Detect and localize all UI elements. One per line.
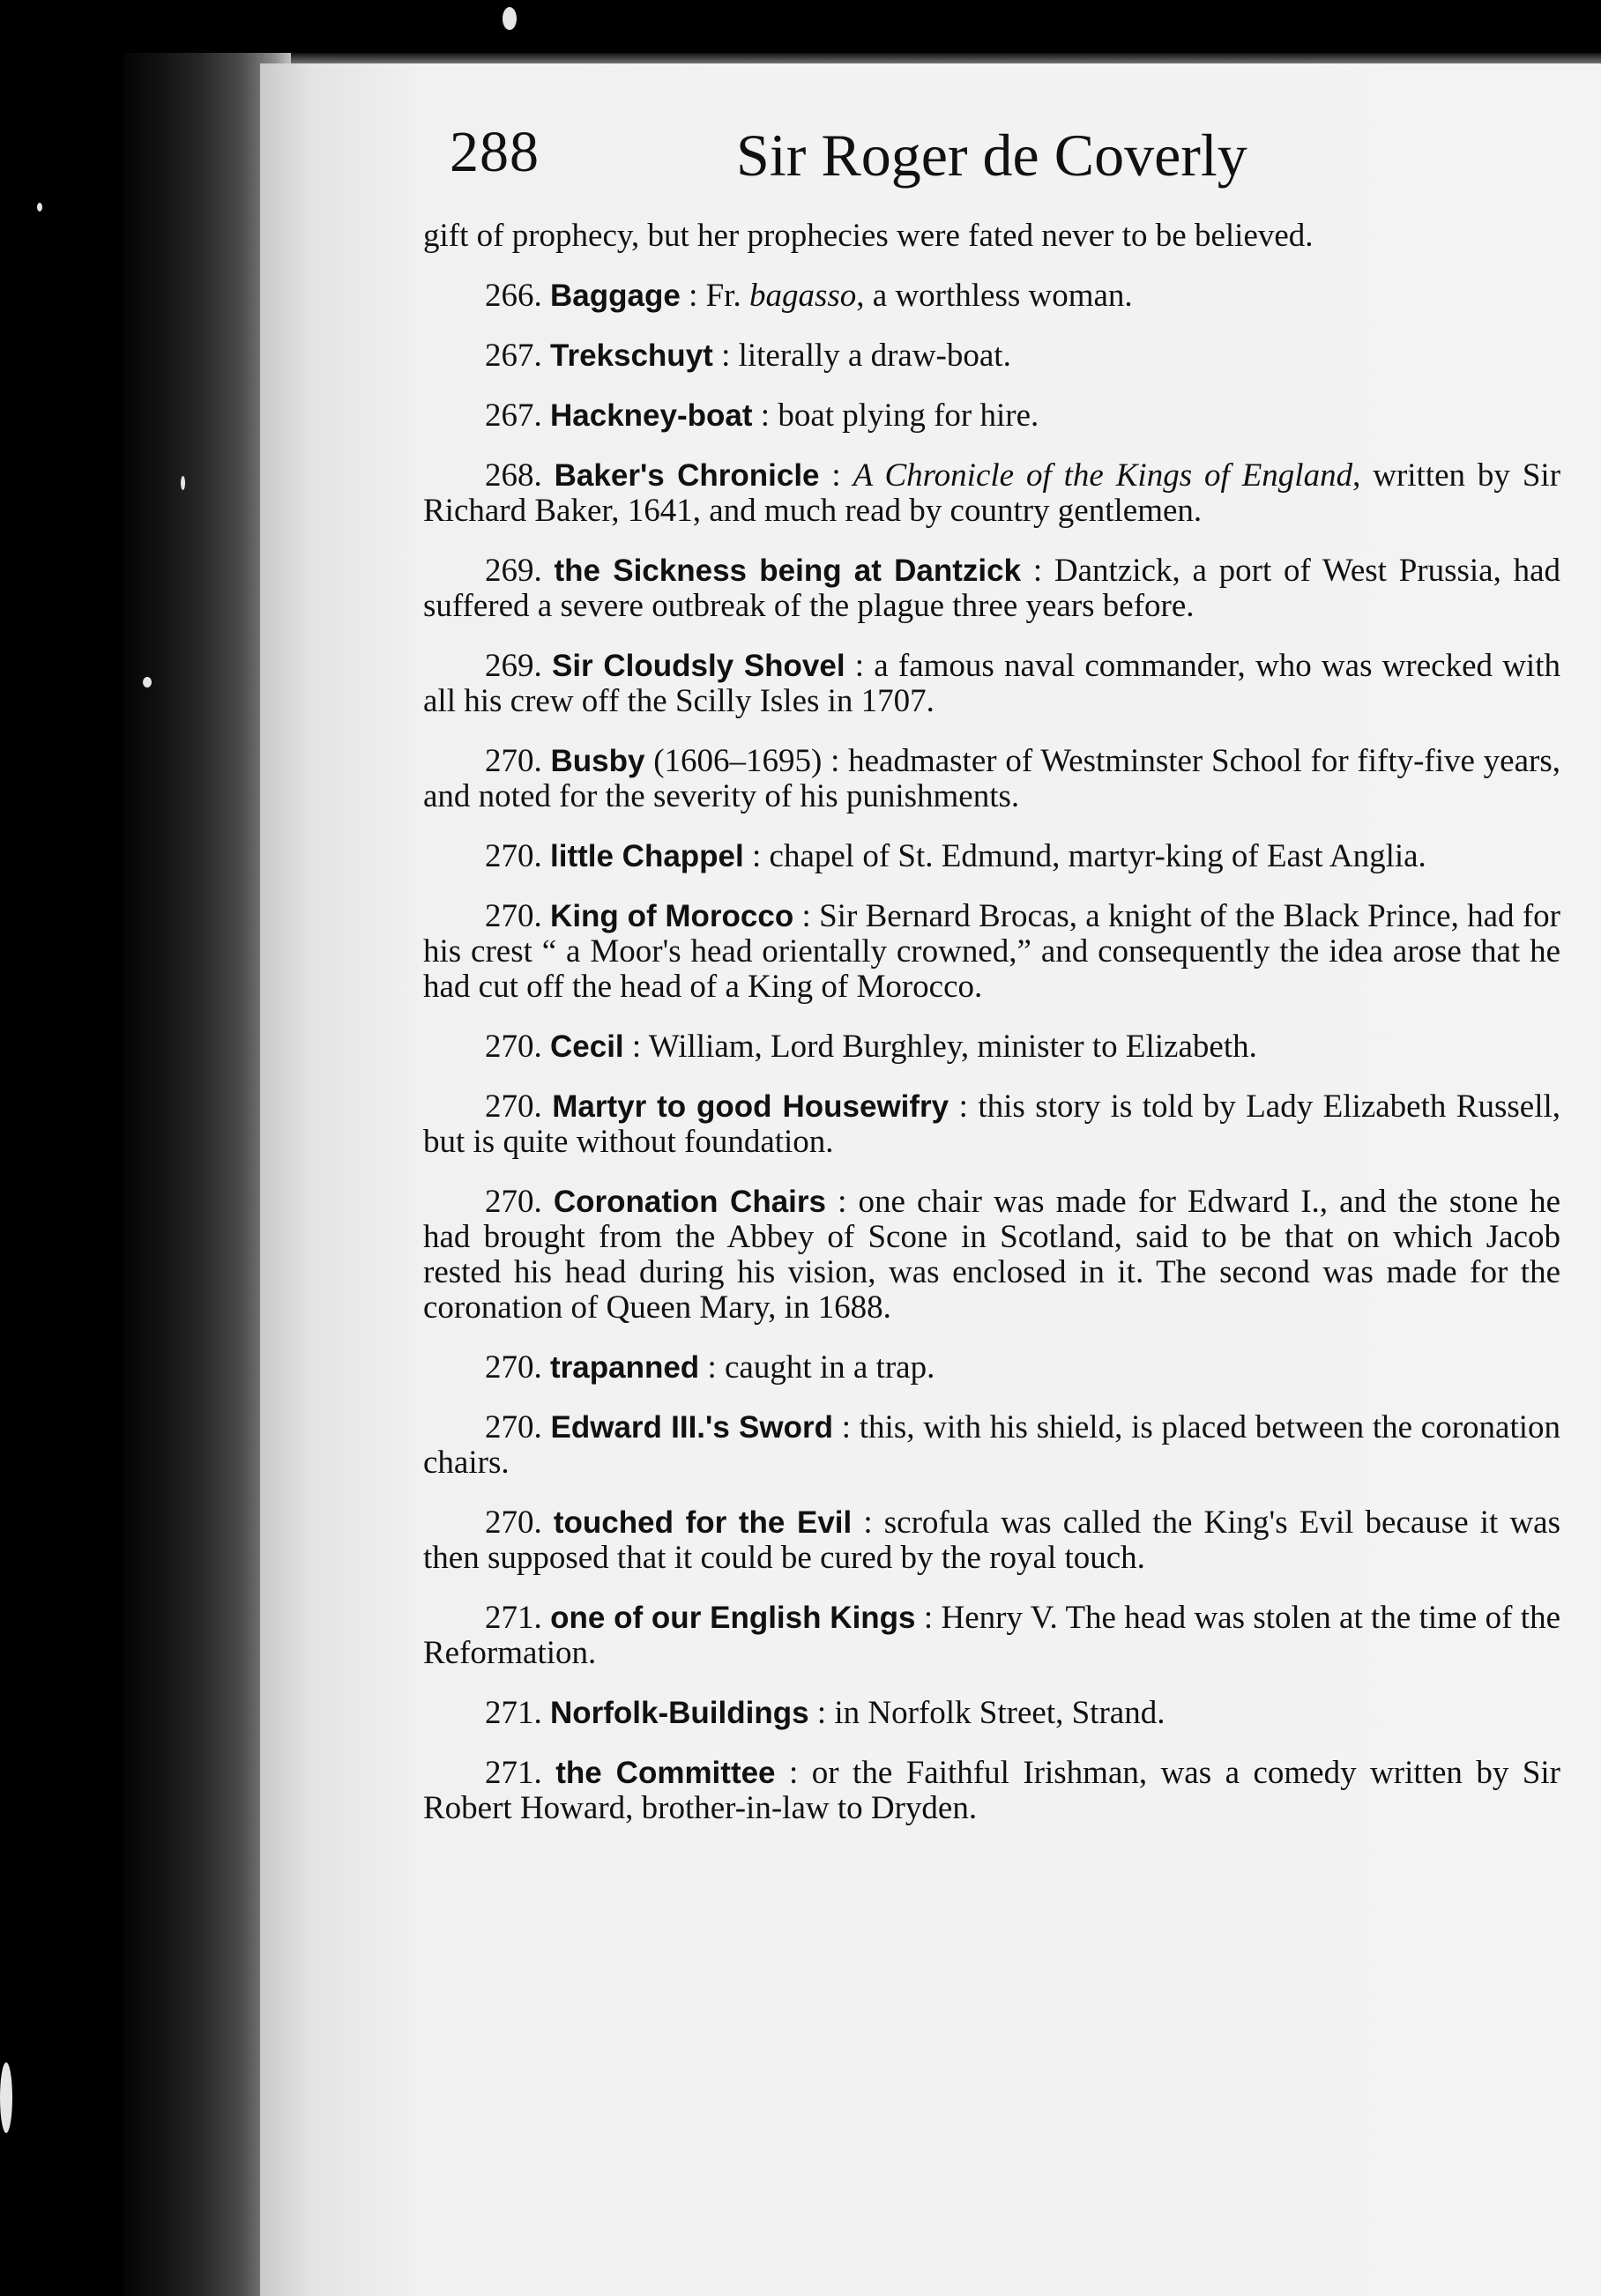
note-entry [423,398,1560,434]
note-text: Dantzick, a port of West Prussia, had suffered a severe outbreak of the plague three years before. [423,553,1561,624]
running-title: Sir Roger de Coverly [736,122,1247,189]
note-entry [423,1696,1560,1731]
note-text: in Norfolk Street, Strand. [834,1695,1165,1731]
note-term: the Committee [555,1756,776,1790]
note-entry [423,1601,1560,1671]
note-entry [423,1756,1560,1826]
note-term: the Sickness being at Dantzick [554,554,1022,588]
note-entry [423,279,1560,314]
notes-list [423,279,1560,1826]
note-italic-text: A Chronicle of the Kings of England [853,457,1353,494]
note-number: 267. [485,338,542,374]
note-text: literally a draw-boat. [738,338,1011,374]
note-number: 271. [485,1600,542,1636]
note-text: Fr. [705,278,749,314]
page-number: 288 [450,120,540,184]
scan-speck [0,2062,12,2133]
note-italic-text: bagasso [748,278,857,314]
note-entry [423,554,1560,624]
note-term: Trekschuyt [550,338,713,373]
note-text: Sir Bernard Brocas, a knight of the Black Prince, had for his crest “ a Moor's head orientally crowned,” and consequently the idea arose that he had cut off the head of a King of Morocco. [423,898,1560,1005]
note-text-tail: , a worthless woman. [856,278,1133,314]
note-term: Busby [550,744,645,778]
note-separator: : [825,1184,859,1220]
scan-speck [143,677,152,687]
note-term: Edward III.'s Sword [550,1410,833,1445]
note-number: 270. [485,1505,542,1541]
note-text: this, with his shield, is placed between the coronation chairs. [423,1409,1560,1481]
note-text: headmaster of Westminster School for fifty-five years, and noted for the severity of his punishments. [423,743,1560,814]
note-number: 271. [485,1755,542,1791]
note-number: 270. [485,1349,542,1386]
note-term: Baker's Chronicle [554,458,820,493]
note-entry [423,1185,1560,1326]
note-separator: : [819,457,853,494]
note-number: 270. [485,838,542,874]
note-text: boat plying for hire. [778,398,1039,434]
scan-speck [181,476,185,490]
note-text: chapel of St. Edmund, martyr-king of East Anglia. [769,838,1426,874]
note-term: King of Morocco [550,899,794,933]
note-entry [423,649,1560,719]
note-separator: : [1021,553,1054,589]
scan-speck [503,7,517,30]
note-text: or the Faithful Irishman, was a comedy written by Sir Robert Howard, brother-in-law to Dryden. [423,1755,1560,1826]
page-header [450,119,1331,207]
note-text: a famous naval commander, who was wrecked with all his crew off the Scilly Isles in 1707. [423,648,1560,719]
note-term: Coronation Chairs [553,1185,826,1219]
note-number: 270. [485,1089,542,1125]
note-entry [423,1029,1560,1065]
note-separator: : [949,1089,979,1125]
note-entry [423,1410,1560,1481]
note-term: touched for the Evil [553,1505,853,1540]
note-number: 269. [485,648,542,684]
note-separator: : [743,838,770,874]
note-number: 268. [485,457,542,494]
note-term: Hackney-boat [550,398,753,433]
note-separator: : [845,648,875,684]
note-term: Baggage [550,279,681,313]
note-term: little Chappel [550,839,744,873]
note-term: Martyr to good Housewifry [552,1089,949,1124]
note-separator: : [680,278,706,314]
note-entry [423,1505,1560,1576]
note-text: Henry V. The head was stolen at the time of the Reformation. [423,1600,1561,1671]
note-text: one chair was made for Edward I., and the stone he had brought from the Abbey of Scone in Scotland, said to be that on which Jacob rested his head during his vision, was enclosed in it. The second was made for the coronation of Queen Mary, in 1688. [423,1184,1561,1326]
notes-text-block [423,219,1560,1851]
note-separator: : [712,338,739,374]
note-term: trapanned [550,1350,700,1385]
note-separator: : [915,1600,942,1636]
note-term: Norfolk-Buildings [550,1696,809,1730]
note-separator: : [833,1409,860,1445]
scan-speck [37,203,42,212]
note-number: 270. [485,1184,542,1220]
note-number: 267. [485,398,542,434]
note-separator: : [752,398,778,434]
note-number: 270. [485,1029,542,1065]
note-separator: : [852,1505,884,1541]
note-term: one of our English Kings [550,1601,916,1635]
note-term: Sir Cloudsly Shovel [551,649,845,683]
note-text: this story is told by Lady Elizabeth Russell, but is quite without foundation. [423,1089,1561,1160]
note-term: Cecil [550,1029,624,1064]
note-entry [423,1350,1560,1386]
note-text: caught in a trap. [724,1349,935,1386]
note-number: 266. [485,278,542,314]
note-entry [423,839,1560,874]
note-text-tail: , written by Sir Richard Baker, 1641, and much read by country gentlemen. [423,457,1561,529]
note-text: William, Lord Burghley, minister to Elizabeth. [648,1029,1257,1065]
note-separator: : [808,1695,835,1731]
note-entry [423,744,1560,814]
note-entry [423,458,1560,529]
note-separator: : [775,1755,812,1791]
note-number: 269. [485,553,542,589]
note-text: scrofula was called the King's Evil because it was then supposed that it could be cured by the royal touch. [423,1505,1560,1576]
note-number: 270. [485,898,542,934]
note-separator: : [623,1029,649,1065]
note-number: 270. [485,743,542,779]
continuation-paragraph: gift of prophecy, but her prophecies were fated never to be believed. [423,218,1314,254]
note-separator: : [699,1349,725,1386]
note-entry [423,338,1560,374]
note-separator: : [793,898,820,934]
note-entry [423,899,1560,1005]
note-number: 270. [485,1409,542,1445]
note-entry [423,1089,1560,1160]
note-number: 271. [485,1695,542,1731]
note-separator: (1606–1695) : [644,743,849,779]
